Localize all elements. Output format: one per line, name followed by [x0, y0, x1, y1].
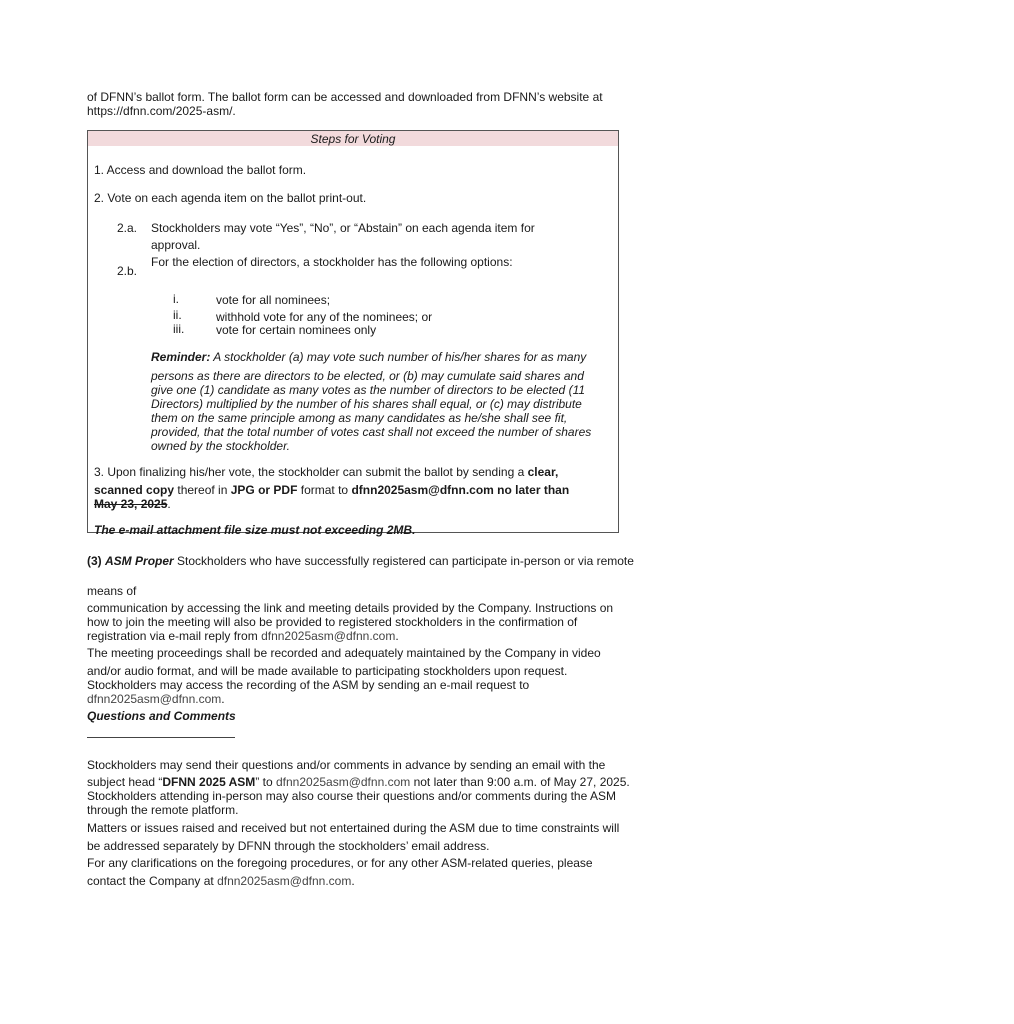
- reminder-line: them on the same principle among as many candidates as he/she shall see fit,: [151, 411, 568, 425]
- reminder-label: Reminder:: [151, 350, 211, 364]
- asm-proper-number: (3): [87, 554, 102, 568]
- section-divider: [87, 737, 235, 738]
- email-address[interactable]: dfnn2025asm@dfnn.com: [217, 874, 352, 888]
- step-2a-line-1: Stockholders may vote “Yes”, “No”, or “Abstain” on each agenda item for: [151, 221, 535, 235]
- steps-box-title: Steps for Voting: [88, 131, 618, 146]
- reminder-first-line: [151, 350, 586, 364]
- paragraph-text: .: [221, 692, 225, 706]
- asm-proper-paragraph-line: communication by accessing the link and meeting details provided by the Company. Instructions on: [87, 601, 614, 615]
- subject-head: DFNN 2025 ASM: [162, 775, 256, 789]
- paragraph-text: subject head “: [87, 775, 163, 789]
- step-3-deadline-date: May 23, 2025: [94, 497, 168, 511]
- step-3-email-deadline: dfnn2025asm@dfnn.com no later than: [351, 483, 570, 497]
- step-2: 2. Vote on each agenda item on the ballot print-out.: [94, 191, 367, 205]
- step-3-text: 3. Upon finalizing his/her vote, the stockholder can submit the ballot by sending a: [94, 465, 528, 479]
- option-number: ii.: [173, 308, 182, 322]
- recording-paragraph-line: [87, 692, 225, 706]
- step-3-line-2: [94, 483, 569, 497]
- step-2a-number: 2.a.: [117, 221, 138, 235]
- questions-paragraph-line: Stockholders attending in-person may also course their questions and/or comments during the ASM: [87, 789, 616, 803]
- asm-proper-line-1: [87, 554, 634, 568]
- reminder-line: provided, that the total number of votes cast shall not exceed the number of shares: [151, 425, 592, 439]
- option-number: i.: [173, 292, 179, 306]
- paragraph-text: not later than 9:00 a.m. of May 27, 2025.: [410, 775, 630, 789]
- asm-proper-line-2: means of: [87, 584, 137, 598]
- issues-paragraph-line: be addressed separately by DFNN through the stockholders’ email address.: [87, 839, 490, 853]
- reminder-line: owned by the stockholder.: [151, 439, 290, 453]
- reminder-line: give one (1) candidate as many votes as the number of directors to be elected (11: [151, 383, 586, 397]
- paragraph-text: ” to: [255, 775, 276, 789]
- email-address[interactable]: dfnn2025asm@dfnn.com: [275, 775, 411, 789]
- step-3-line-1: [94, 465, 558, 479]
- issues-paragraph-line: Matters or issues raised and received but not entertained during the ASM due to time constraints will: [87, 821, 620, 835]
- step-3-text: format to: [297, 483, 352, 497]
- reminder-line: Directors) multiplied by the number of his shares shall equal, or (c) may distribute: [151, 397, 582, 411]
- reminder-text: A stockholder (a) may vote such number of his/her shares for as many: [210, 350, 587, 364]
- step-3-line-3: [94, 497, 171, 511]
- intro-line-1: of DFNN’s ballot form. The ballot form can be accessed and downloaded from DFNN’s website at: [87, 90, 603, 104]
- email-address[interactable]: dfnn2025asm@dfnn.com: [261, 629, 396, 643]
- option-text: vote for certain nominees only: [216, 323, 377, 337]
- intro-line-2: https://dfnn.com/2025-asm/.: [87, 104, 236, 118]
- paragraph-text: .: [395, 629, 399, 643]
- asm-proper-paragraph-line: how to join the meeting will also be provided to registered stockholders in the confirmation of: [87, 615, 578, 629]
- paragraph-text: registration via e-mail reply from: [87, 629, 262, 643]
- step-2b-number: 2.b.: [117, 264, 138, 278]
- recording-paragraph-line: The meeting proceedings shall be recorded and adequately maintained by the Company in video: [87, 646, 601, 660]
- recording-paragraph-line: Stockholders may access the recording of the ASM by sending an e-mail request to: [87, 678, 530, 692]
- step-2a-line-2: approval.: [151, 238, 201, 252]
- step-3-emphasis: scanned copy: [94, 483, 175, 497]
- recording-paragraph-line: and/or audio format, and will be made available to participating stockholders upon request.: [87, 664, 568, 678]
- step-3-text: thereof in: [174, 483, 231, 497]
- questions-paragraph-line: [87, 775, 630, 789]
- attachment-note: The e-mail attachment file size must not exceeding 2MB.: [94, 523, 416, 537]
- step-3-period: .: [167, 497, 171, 511]
- step-3-emphasis: clear,: [527, 465, 559, 479]
- clarifications-paragraph-line: [87, 874, 355, 888]
- clarifications-paragraph-line: For any clarifications on the foregoing procedures, or for any other ASM-related queries, please: [87, 856, 593, 870]
- questions-paragraph-line: through the remote platform.: [87, 803, 239, 817]
- option-text: withhold vote for any of the nominees; or: [216, 310, 433, 324]
- option-number: iii.: [173, 322, 185, 336]
- asm-proper-paragraph-line: [87, 629, 399, 643]
- paragraph-text: contact the Company at: [87, 874, 218, 888]
- reminder-line: persons as there are directors to be elected, or (b) may cumulate said shares and: [151, 369, 584, 383]
- step-2b-text: For the election of directors, a stockholder has the following options:: [151, 255, 513, 269]
- paragraph-text: .: [351, 874, 355, 888]
- questions-paragraph-line: Stockholders may send their questions and/or comments in advance by sending an email with the: [87, 758, 606, 772]
- questions-heading: Questions and Comments: [87, 709, 236, 723]
- step-3-format: JPG or PDF: [230, 483, 298, 497]
- asm-proper-text: Stockholders who have successfully registered can participate in-person or via remote: [173, 554, 634, 568]
- asm-proper-heading: ASM Proper: [105, 554, 174, 568]
- steps-for-voting-box: [87, 130, 619, 537]
- step-1: 1. Access and download the ballot form.: [94, 163, 307, 177]
- email-address[interactable]: dfnn2025asm@dfnn.com: [87, 692, 222, 706]
- option-text: vote for all nominees;: [216, 293, 331, 307]
